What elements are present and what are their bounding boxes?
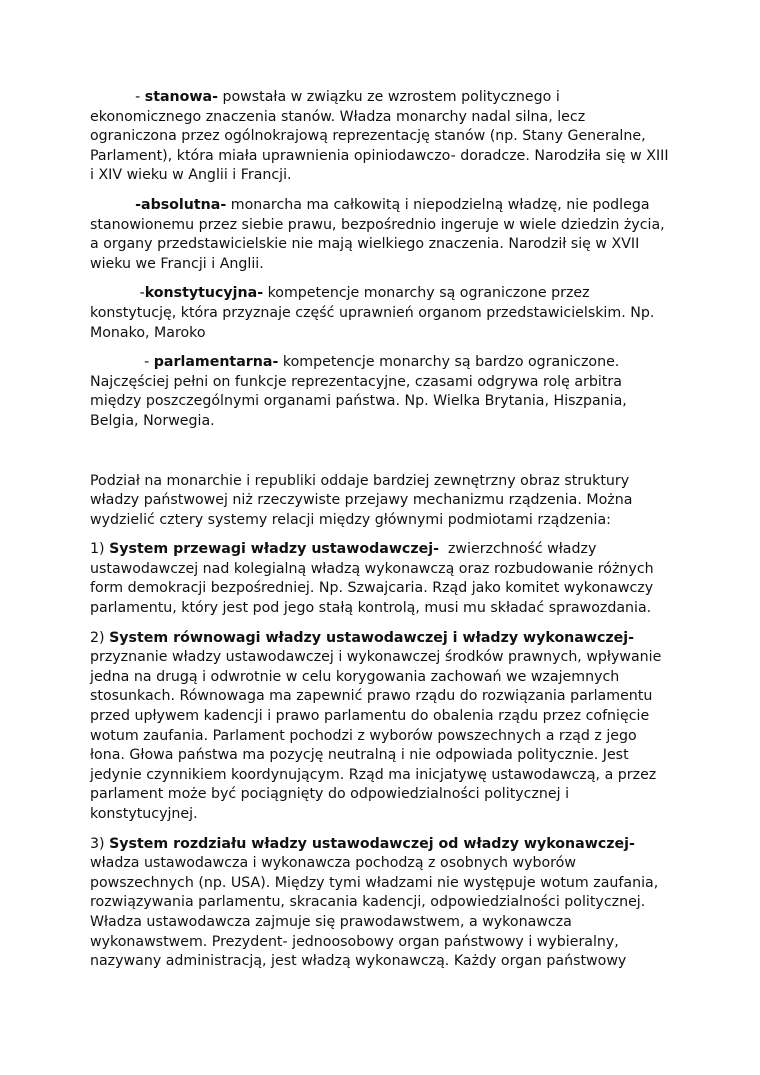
paragraph-line: wykonawstwem. Prezydent- jednoosobowy organ państwowy i wybieralny, [90,933,619,950]
dash: - [139,285,145,302]
paragraph-line: Władza ustawodawcza zajmuje się prawodawstwem, a wykonawcza [90,913,572,930]
blank-space [90,442,680,472]
term-absolutna: absolutna- [141,196,227,213]
paragraph-line: rozwiązywania parlamentu, skracania kadencji, odpowiedzialności politycznej. [90,894,646,911]
dash: - [144,354,154,371]
indent [90,285,140,301]
paragraph-line: Podział na monarchie i republiki oddaje bardziej zewnętrzny obraz struktury [90,472,630,489]
paragraph-line: stanowionemu przez siebie prawu, bezpośrednio ingeruje w wiele dziedzin życia, [90,216,665,233]
paragraph-line: między poszczególnymi organami państwa. Np. Wielka Brytania, Hiszpania, [90,393,627,410]
system-2 [90,629,680,825]
paragraph-line [90,353,680,373]
paragraph-line [90,88,680,108]
paragraph-line: władza ustawodawcza i wykonawcza pochodzą z osobnych wyborów [90,855,576,872]
document-page [90,88,680,982]
paragraph-text: powstała w związku ze wzrostem politycznego i [217,89,560,105]
paragraph-line: konstytucję, która przyznaje część uprawnień organom przedstawicielskim. Np. [90,304,655,321]
paragraph-line: Najczęściej pełni on funkcje reprezentacyjne, czasami odgrywa rolę arbitra [90,373,622,390]
paragraph-line [90,629,680,649]
paragraph-line: parlament może być pociągnięty do odpowiedzialności politycznej i [90,786,570,803]
paragraph-line: przyznanie władzy ustawodawczej i wykonawczej środków prawnych, wpływanie [90,649,662,666]
paragraph-line: Monako, Maroko [90,324,206,341]
dash: - [135,196,141,213]
paragraph-line: wotum zaufania. Parlament pochodzi z wyborów powszechnych a rząd z jego [90,727,637,744]
paragraph-text: kompetencje monarchy są ograniczone przez [263,285,590,302]
system-title: System równowagi władzy ustawodawczej i władzy wykonawczej- [109,629,635,646]
system-number: 1) [90,541,110,558]
system-number: 3) [90,835,110,852]
system-3 [90,835,680,972]
term-parlamentarna: parlamentarna- [153,354,279,371]
dash: - [135,89,145,105]
system-title: System rozdziału władzy ustawodawczej od władzy wykonawczej- [109,835,635,852]
paragraph-line: Parlament), która miała uprawnienia opiniodawczo- doradcze. Narodziła się w XIII [90,147,669,164]
paragraph-line: konstytucyjnej. [90,806,198,822]
paragraph-line: powszechnych (np. USA). Między tymi władzami nie występuje wotum zaufania, [90,874,659,891]
paragraph-line: wydzielić cztery systemy relacji między głównymi podmiotami rządzenia: [90,511,611,528]
paragraph-line [90,284,680,304]
paragraph-line: ekonomicznego znaczenia stanów. Władza monarchy nadal silna, lecz [90,108,586,125]
term-konstytucyjna: konstytucyjna- [144,285,264,302]
paragraph-line [90,835,680,855]
paragraph-text: kompetencje monarchy są bardzo ograniczone. [278,354,620,371]
paragraph-line: wieku we Francji i Anglii. [90,255,264,272]
paragraph-line: przed upływem kadencji i prawo parlamentu do obalenia rządu przez cofnięcie [90,708,650,725]
paragraph-line: ograniczona przez ogólnokrajową reprezentację stanów (np. Stany Generalne, [90,128,646,145]
monarchy-absolutna [90,196,680,274]
paragraph-line: ustawodawczej nad kolegialną władzą wykonawczą oraz rozbudowanie różnych [90,560,654,577]
monarchy-parlamentarna [90,353,680,431]
paragraph-line: władzy państwowej niż rzeczywiste przejawy mechanizmu rządzenia. Można [90,492,633,509]
paragraph-line [90,540,680,560]
indent [90,354,144,370]
paragraph-line: stosunkach. Równowaga ma zapewnić prawo rządu do rozwiązania parlamentu [90,688,653,705]
intro-paragraph [90,472,680,531]
monarchy-stanowa [90,88,680,186]
indent [90,197,135,213]
indent [90,89,135,105]
paragraph-line: parlamentu, który jest pod jego stałą kontrolą, musi mu składać sprawozdania. [90,600,652,617]
system-1 [90,540,680,618]
monarchy-konstytucyjna [90,284,680,343]
system-number: 2) [90,629,110,646]
paragraph-line: jedynie czynnikiem koordynującym. Rząd ma inicjatywę ustawodawczą, a przez [90,766,657,783]
paragraph-line [90,196,680,216]
term-stanowa: stanowa- [144,89,218,105]
paragraph-line: jedna na drugą i odwrotnie w celu korygowania zachowań we wzajemnych [90,668,620,685]
paragraph-line: łona. Głowa państwa ma pozycję neutralną i nie odpowiada politycznie. Jest [90,747,629,764]
paragraph-line: nazywany administracją, jest władzą wykonawczą. Każdy organ państwowy [90,953,627,970]
paragraph-line: Belgia, Norwegia. [90,412,215,429]
system-title: System przewagi władzy ustawodawczej- [109,541,439,558]
paragraph-text: zwierzchność władzy [438,541,597,558]
paragraph-line: i XIV wieku w Anglii i Francji. [90,167,292,184]
paragraph-text: monarcha ma całkowitą i niepodzielną władzę, nie podlega [226,196,650,213]
paragraph-line: a organy przedstawicielskie nie mają wielkiego znaczenia. Narodził się w XVII [90,236,640,253]
paragraph-line: form demokracji bezpośredniej. Np. Szwajcaria. Rząd jako komitet wykonawczy [90,580,654,597]
